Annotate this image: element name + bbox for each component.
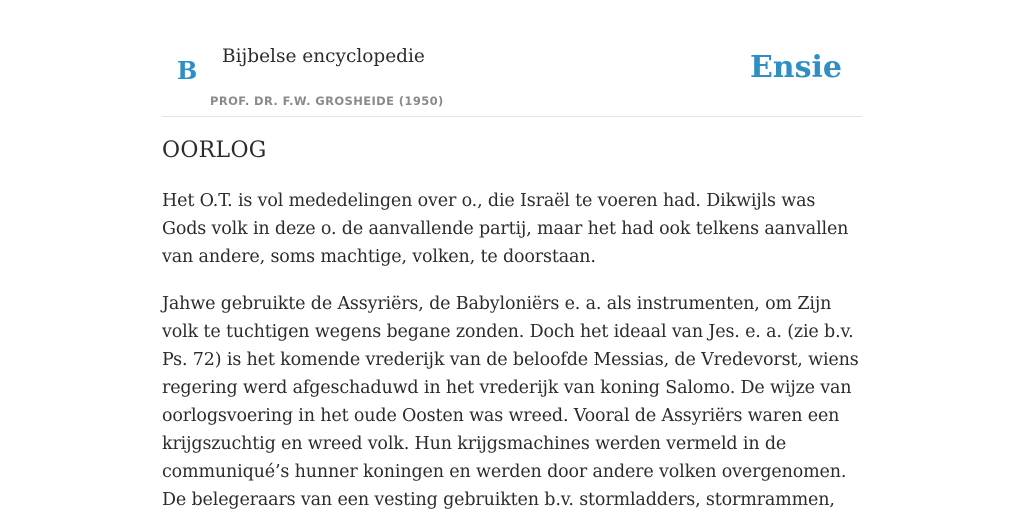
ensie-logo-link[interactable]: Ensie xyxy=(749,50,842,85)
book-author: PROF. DR. F.W. GROSHEIDE (1950) xyxy=(210,94,444,108)
article-paragraph-1: Het O.T. is vol mededelingen over o., die Israël te voeren had. Dikwijls was Gods volk in deze o. de aanvallende partij, maar het had ook telkens aanvallen van andere, soms machtige, volken, te doorstaan. xyxy=(162,191,849,267)
book-title-link[interactable]: Bijbelse encyclopedie xyxy=(222,46,425,67)
article-body xyxy=(162,138,862,512)
book-logo-letter[interactable]: B xyxy=(177,56,198,85)
article-paragraph-2: Jahwe gebruikte de Assyriërs, de Babyloniërs e. a. als instrumenten, om Zijn volk te tuchtigen wegens begane zonden. Doch het ideaal van Jes. e. a. (zie b.v. Ps. 72) is het komende vrederijk van de beloofde Messias, de Vredevorst, wiens regering werd afgeschaduwd in het vrederijk van koning Salomo. De wijze van oorlogsvoering in het oude Oosten was wreed. Vooral de Assyriërs waren een krijgszuchtig en wreed volk. Hun krijgsmachines werden vermeld in de communiqué’s hunner koningen en werden door andere volken overgenomen. De belegeraars van een vesting gebruikten b.v. stormladders, stormrammen, xyxy=(162,294,859,510)
book-header xyxy=(162,0,862,117)
article-title: OORLOG xyxy=(162,138,267,163)
